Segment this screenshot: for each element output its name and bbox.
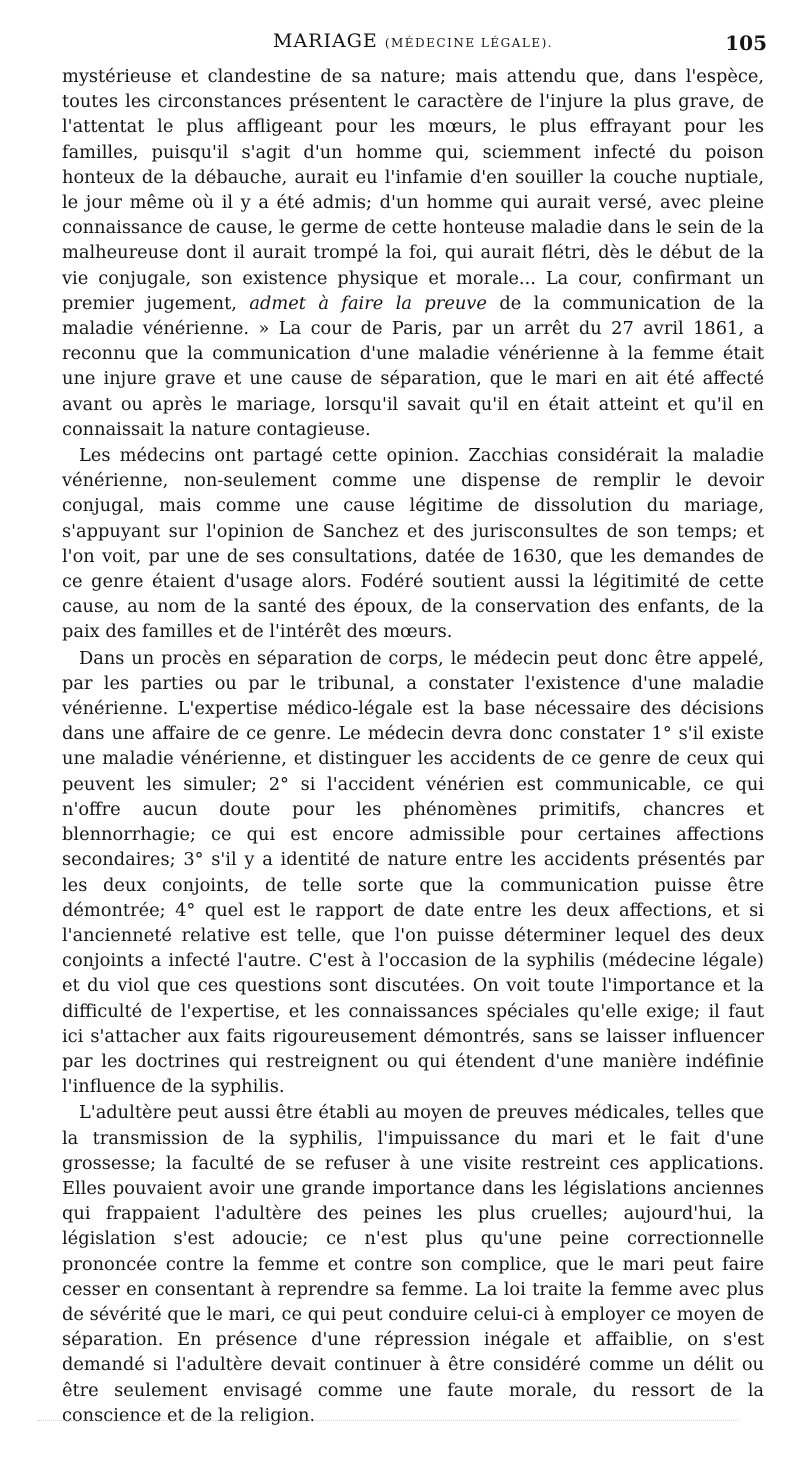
paragraph-1-emphasis: admet à faire la preuve	[249, 292, 487, 314]
paragraph-2: Les médecins ont partagé cette opinion. Zacchias considérait la maladie vénérienne, non-seulement comme une dispense de remplir le devoir conjugal, mais comme une cause légitime de dissolution du mariage, s'appuyant sur l'opinion de Sanchez et des jurisconsultes de son temps; et l'on voit, par une de ses consultations, datée de 1630, que les demandes de ce genre étaient d'usage alors. Fodéré soutient aussi la légitimité de cette cause, au nom de la santé des époux, de la conservation des enfants, de la paix des familles et de l'intérêt des mœurs.	[62, 445, 764, 643]
running-title-subtitle: (MÉDECINE LÉGALE).	[384, 36, 554, 50]
body-text	[62, 64, 764, 1428]
page-bottom-rule	[38, 1420, 738, 1421]
page-number: 105	[725, 31, 767, 55]
running-title-main: MARIAGE	[273, 30, 378, 52]
paragraph-3: Dans un procès en séparation de corps, le médecin peut donc être appelé, par les parties ou par le tribunal, a constater l'existence d'une maladie vénérienne. L'expertise médico-légale est la base nécessaire des décisions dans une affaire de ce genre. Le médecin devra donc constater 1° s'il existe une maladie vénérienne, et distinguer les accidents de ce genre de ceux qui peuvent les simuler; 2° si l'accident vénérien est communicable, ce qui n'offre aucun doute pour les phénomènes primitifs, chancres et blennorrhagie; ce qui est encore admissible pour certaines affections secondaires; 3° s'il y a identité de nature entre les accidents présentés par les deux conjoints, de telle sorte que la communication puisse être démontrée; 4° quel est le rapport de date entre les deux affections, et si l'ancienneté relative est telle, que l'on puisse déterminer lequel des deux conjoints a infecté l'autre. C'est à l'occasion de la syphilis (médecine légale) et du viol que ces questions sont discutées. On voit toute l'importance et la difficulté de l'expertise, et les connaissances spéciales qu'elle exige; il faut ici s'attacher aux faits rigoureusement démontrés, sans se laisser influencer par les doctrines qui restreignent ou qui étendent d'une manière indéfinie l'influence de la syphilis.	[62, 647, 764, 1098]
paragraph-1	[62, 64, 764, 442]
page-header	[60, 30, 775, 60]
paragraph-4: L'adultère peut aussi être établi au moyen de preuves médicales, telles que la transmission de la syphilis, l'impuissance du mari et le fait d'une grossesse; la faculté de se refuser à une visite restreint ces applications. Elles pouvaient avoir une grande importance dans les législations anciennes qui frappaient l'adultère des peines les plus cruelles; aujourd'hui, la législation s'est adoucie; ce n'est plus qu'une peine correctionnelle prononcée contre la femme et contre son complice, que le mari peut faire cesser en consentant à reprendre sa femme. La loi traite la femme avec plus de sévérité que le mari, ce qui peut conduire celui-ci à employer ce moyen de séparation. En présence d'une répression inégale et affaiblie, on s'est demandé si l'adultère devait continuer à être considéré comme un délit ou être seulement envisagé comme une faute morale, du ressort de la conscience et de la religion.	[62, 1102, 764, 1426]
paragraph-1-text-start: mystérieuse et clandestine de sa nature; mais attendu que, dans l'espèce, toutes les circonstances présentent le caractère de l'injure la plus grave, de l'attentat le plus affligeant pour les mœurs, le plus effrayant pour les familles, puisqu'il s'agit d'un homme qui, sciemment infecté du poison honteux de la débauche, aurait eu l'infamie d'en souiller la couche nuptiale, le jour même où il y a été admis; d'un homme qui aurait versé, avec pleine connaissance de cause, le germe de cette honteuse maladie dans le sein de la malheureuse dont il aurait trompé la foi, qui aurait flétri, dès le début de la vie conjugale, son existence physique et morale... La cour, confirmant un premier jugement,	[62, 66, 765, 314]
running-title	[273, 30, 553, 52]
paragraph-1-text-end: de la communication de la maladie vénérienne. » La cour de Paris, par un arrêt du 27 avril 1861, a reconnu que la communication d'une maladie vénérienne à la femme était une injure grave et une cause de séparation, que le mari en ait été affecté avant ou après le mariage, lorsqu'il savait qu'il en était atteint et qu'il en connaissait la nature contagieuse.	[62, 292, 764, 440]
